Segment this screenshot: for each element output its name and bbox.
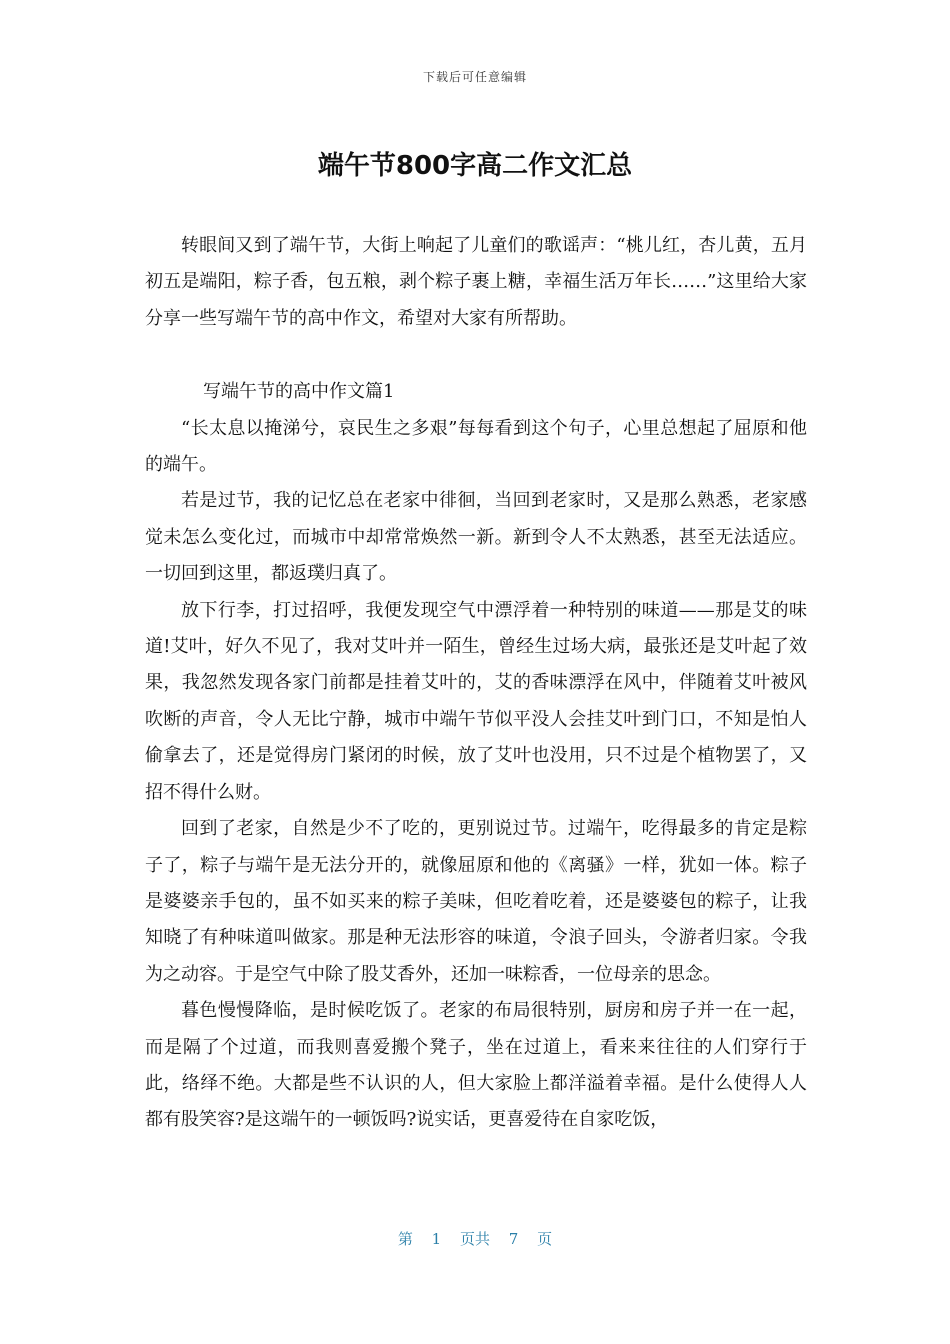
- footer-prefix: 第: [397, 1230, 413, 1248]
- body-paragraph: 暮色慢慢降临，是时候吃饭了。老家的布局很特别，厨房和房子并一在一起，而是隔了个过道，而我则喜爱搬个凳子，坐在过道上，看来来往往的人们穿行于此，络绎不绝。大都是些不认识的人，但大家脸上都洋溢着幸福。是什么使得人人都有股笑容?是这端午的一顿饭吗?说实话，更喜爱待在自家吃饭，: [145, 1000, 807, 1131]
- document-body: [145, 228, 807, 1139]
- section-heading: 写端午节的高中作文篇1: [203, 381, 395, 403]
- body-paragraph: “长太息以掩涕兮，哀民生之多艰”每每看到这个句子，心里总想起了屈原和他的端午。: [145, 417, 807, 476]
- intro-paragraph: 转眼间又到了端午节，大街上响起了儿童们的歌谣声：“桃儿红，杏儿黄，五月初五是端阳，粽子香，包五粮，剥个粽子裹上糖，幸福生活万年长……”这里给大家分享一些写端午节的高中作文，希望对大家有所帮助。: [145, 235, 807, 329]
- body-paragraph: 放下行李，打过招呼，我便发现空气中漂浮着一种特别的味道——那是艾的味道!艾叶，好久不见了，我对艾叶并一陌生，曾经生过场大病，最张还是艾叶起了效果，我忽然发现各家门前都是挂着艾叶的，艾的香味漂浮在风中，伴随着艾叶被风吹断的声音，令人无比宁静，城市中端午节似平没人会挂艾叶到门口，不知是怕人偷拿去了，还是觉得房门紧闭的时候，放了艾叶也没用，只不过是个植物罢了，又招不得什么财。: [145, 599, 807, 803]
- body-paragraph: 回到了老家，自然是少不了吃的，更别说过节。过端午，吃得最多的肯定是粽子了，粽子与端午是无法分开的，就像屈原和他的《离骚》一样，犹如一体。粽子是婆婆亲手包的，虽不如买来的粽子美味，但吃着吃着，还是婆婆包的粽子，让我知晓了有种味道叫做家。那是种无法形容的味道，令浪子回头，令游者归家。令我为之动容。于是空气中除了股艾香外，还加一味粽香，一位母亲的思念。: [145, 818, 807, 985]
- footer-total-pages: 7: [508, 1230, 519, 1248]
- footer-suffix: 页: [537, 1230, 553, 1248]
- document-title: 端午节800字高二作文汇总: [317, 151, 633, 181]
- body-paragraph: 若是过节，我的记忆总在老家中徘徊，当回到老家时，又是那么熟悉，老家感觉未怎么变化过，而城市中却常常焕然一新。新到令人不太熟悉，甚至无法适应。一切回到这里，都返璞归真了。: [145, 490, 807, 585]
- page-footer: [0, 1228, 950, 1249]
- footer-middle: 页共: [459, 1230, 490, 1248]
- header-note: 下载后可任意编辑: [422, 70, 527, 84]
- footer-current-page: 1: [431, 1230, 442, 1248]
